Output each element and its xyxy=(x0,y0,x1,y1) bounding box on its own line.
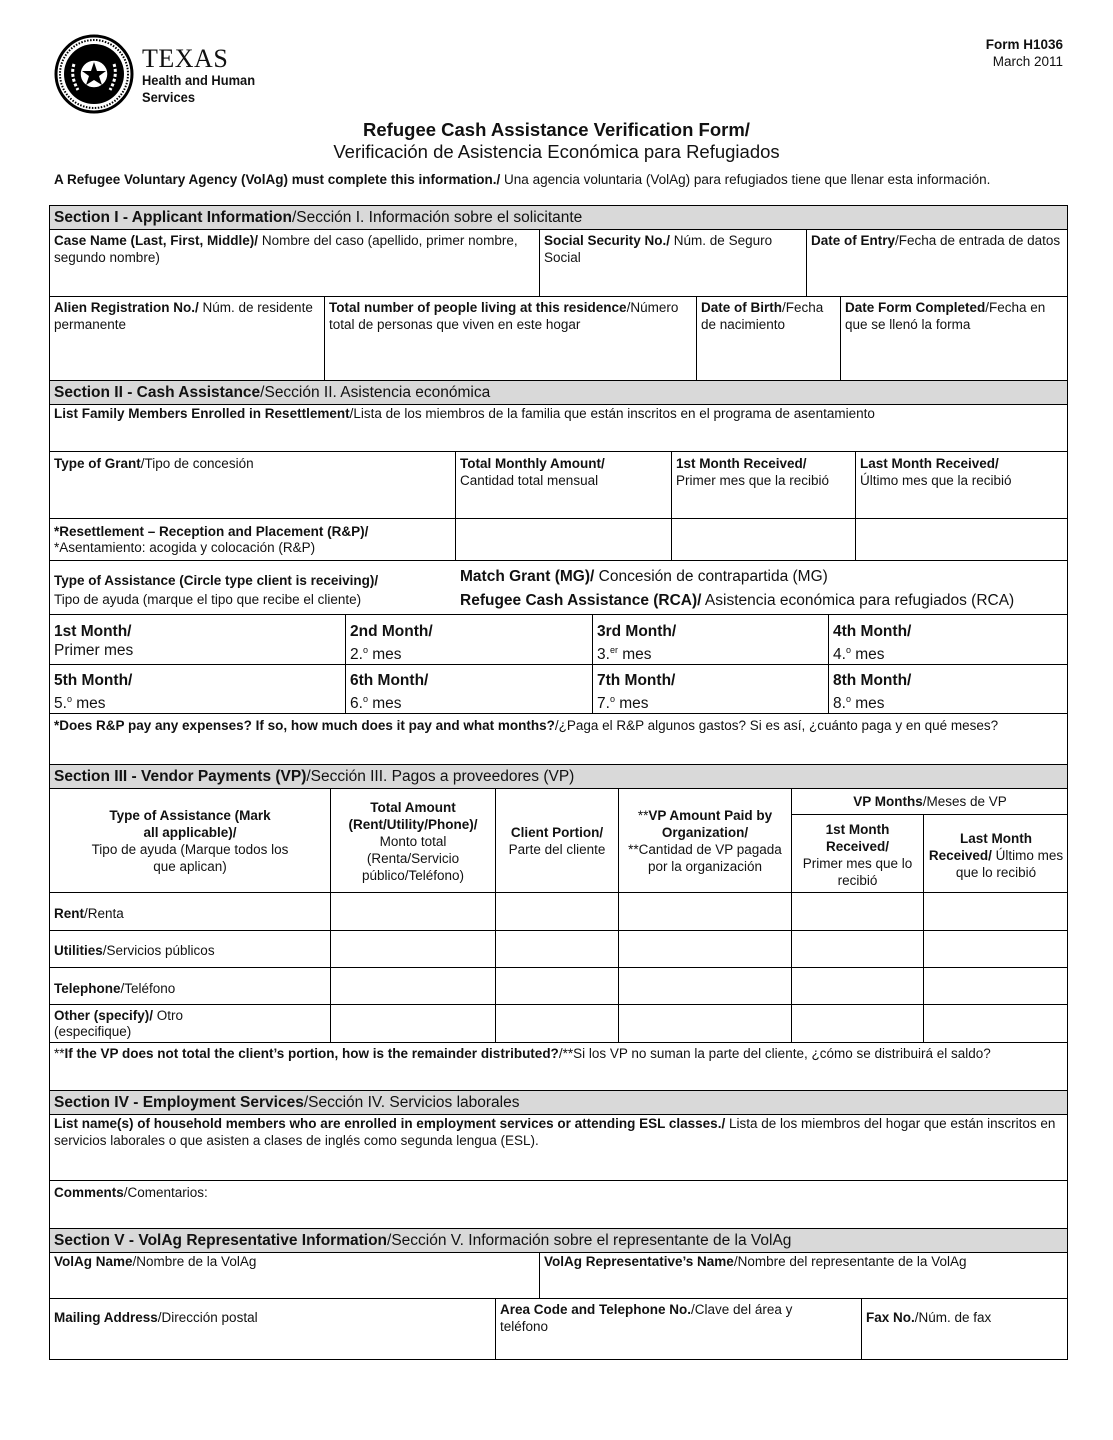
month-sup: o xyxy=(362,645,368,655)
section-1-header xyxy=(49,205,1068,230)
month-5-field[interactable] xyxy=(50,668,344,712)
last-month-received-header xyxy=(856,452,1066,517)
vp-row-telephone[interactable] xyxy=(50,977,328,1000)
month-7-field[interactable] xyxy=(593,668,827,712)
rca-option[interactable] xyxy=(456,588,1066,612)
label-rest: Lista de los miembros del hogar que están inscritos en servicios laborales o que asisten a clases de inglés como segunda lengua (ESL). xyxy=(54,1116,1056,1148)
month-3-field[interactable] xyxy=(593,619,827,663)
section-3-title-es: /Sección III. Pagos a proveedores (VP) xyxy=(306,768,575,785)
label-bold: Utilities xyxy=(54,943,103,958)
label-bold: Type of Assistance (Circle type client is receiving)/ xyxy=(54,573,379,588)
month-label-es: Primer mes xyxy=(54,642,134,659)
employment-services-field[interactable] xyxy=(50,1112,1066,1178)
label-rest: Núm. de residente permanente xyxy=(54,300,313,332)
label-rest: Primer mes que lo recibió xyxy=(802,856,913,888)
label-bold: Area Code and Telephone No. xyxy=(500,1302,692,1317)
label-rest: /Servicios públicos xyxy=(102,943,215,958)
label-bold: Social Security No./ xyxy=(544,233,671,248)
label-rest: /Número total de personas que viven en este hogar xyxy=(329,300,679,332)
form-title-en: Refugee Cash Assistance Verification Form/ xyxy=(363,119,750,140)
label-rest: Último mes que lo recibió xyxy=(955,848,1064,880)
label-bold: Type of Grant xyxy=(54,456,141,471)
month-num: 3. xyxy=(597,646,610,664)
label-bold: Match Grant (MG)/ xyxy=(460,568,595,585)
month-label: 6th Month/ xyxy=(350,672,429,689)
type-of-grant-header xyxy=(50,452,454,517)
telephone-field[interactable] xyxy=(496,1298,836,1358)
label-pre: ** xyxy=(54,1046,65,1061)
family-members-field[interactable] xyxy=(50,402,1066,450)
intro-rest: Una agencia voluntaria (VolAg) para refugiados tiene que llenar esta información. xyxy=(500,172,991,187)
vp-col-org-header xyxy=(619,804,791,878)
month-sup: o xyxy=(362,694,368,704)
month-sup: o xyxy=(845,645,851,655)
label-rest: /Dirección postal xyxy=(157,1310,258,1325)
month-num: 7. xyxy=(597,695,610,713)
label-rest: Nombre del caso (apellido, primer nombre, segundo nombre) xyxy=(54,233,518,265)
label-rest: /**Si los VP no suman la parte del cliente, ¿cómo se distribuirá el saldo? xyxy=(558,1046,991,1061)
vp-row-utilities[interactable] xyxy=(50,939,328,962)
label-bold: Last Month Received/ xyxy=(860,456,999,471)
label-rest: /Fecha de entrada de datos xyxy=(895,233,1061,248)
label-bold: Total Amount (Rent/Utility/Phone)/ xyxy=(348,800,478,832)
form-title-es: Verificación de Asistencia Económica para Refugiados xyxy=(333,141,780,162)
vp-first-month-header xyxy=(792,818,923,892)
vp-row-rent[interactable] xyxy=(50,902,328,925)
org-subtitle-2: Services xyxy=(142,89,196,105)
label-bold: Refugee Cash Assistance (RCA)/ xyxy=(460,592,702,609)
label-rest: Cantidad total mensual xyxy=(460,473,599,488)
volag-name-field[interactable] xyxy=(50,1250,538,1296)
month-num: 8. xyxy=(833,695,846,713)
label-rest: /Renta xyxy=(84,906,124,921)
month-label-es: mes xyxy=(850,695,885,713)
month-num: 6. xyxy=(350,695,363,713)
month-label: 5th Month/ xyxy=(54,672,133,689)
month-label: 7th Month/ xyxy=(597,672,676,689)
ssn-field[interactable] xyxy=(540,229,805,295)
month-label-es: mes xyxy=(617,646,652,664)
label-rest: Parte del cliente xyxy=(508,842,606,857)
month-num: 2. xyxy=(350,646,363,664)
label-rest: Primer mes que la recibió xyxy=(676,473,830,488)
label-rest: *Asentamiento: acogida y colocación (R&P) xyxy=(54,540,316,555)
label-bold: Date of Birth xyxy=(701,300,782,315)
label-rest: /Tipo de concesión xyxy=(140,456,254,471)
vp-col-client-header xyxy=(496,821,618,861)
section-3-header xyxy=(49,764,1068,789)
section-1-title-es: /Sección I. Información sobre el solicitante xyxy=(291,209,583,226)
label-rest: Otro (especifique) xyxy=(54,1008,184,1039)
vp-row-other[interactable] xyxy=(50,1005,250,1043)
label-rest: /Fecha de nacimiento xyxy=(701,300,824,332)
label-bold: VP Amount Paid by Organization/ xyxy=(648,808,773,840)
label-bold: Fax No. xyxy=(866,1310,915,1325)
match-grant-option[interactable] xyxy=(456,564,1066,588)
label-bold: Client Portion/ xyxy=(510,825,604,840)
month-num: 5. xyxy=(54,695,67,713)
month-label-es: mes xyxy=(367,646,402,664)
label-bold: Case Name (Last, First, Middle)/ xyxy=(54,233,259,248)
section-5-title: Section V - VolAg Representative Information xyxy=(54,1232,388,1249)
texas-hhs-logo xyxy=(54,34,274,120)
household-size-field[interactable] xyxy=(325,296,695,380)
month-label: 2nd Month/ xyxy=(350,623,433,640)
label-bold: Date Form Completed xyxy=(845,300,986,315)
label-rest: /Comentarios: xyxy=(123,1185,208,1200)
first-month-received-header xyxy=(672,452,854,517)
mailing-address-field[interactable] xyxy=(50,1306,494,1358)
month-4-field[interactable] xyxy=(829,619,1066,663)
label-bold: List Family Members Enrolled in Resettlement xyxy=(54,406,350,421)
rp-last-month-input[interactable] xyxy=(856,519,1066,559)
label-bold: Rent xyxy=(54,906,84,921)
label-bold: 1st Month Received/ xyxy=(825,822,890,854)
form-number: Form H1036 xyxy=(985,37,1063,52)
intro-instructions xyxy=(54,172,1064,188)
label-bold: List name(s) of household members who are enrolled in employment services or attending ESL classes./ xyxy=(54,1116,726,1131)
rp-grant-row-label xyxy=(50,521,454,559)
label-rest: Tipo de ayuda (Marque todos los que aplican) xyxy=(91,842,289,874)
date-of-entry-field[interactable] xyxy=(807,229,1067,295)
label-bold: VolAg Representative’s Name xyxy=(544,1254,734,1269)
label-rest: **Cantidad de VP pagada por la organización xyxy=(628,842,782,874)
form-date: March 2011 xyxy=(992,54,1063,69)
month-sup: o xyxy=(609,694,615,704)
rp-total-monthly-amount-input[interactable] xyxy=(456,519,670,559)
total-monthly-amount-header xyxy=(456,452,670,517)
month-label: 4th Month/ xyxy=(833,623,912,640)
form-identifier xyxy=(986,36,1063,70)
date-form-completed-field[interactable] xyxy=(841,296,1067,380)
month-sup: o xyxy=(66,694,72,704)
label-bold: Total Monthly Amount/ xyxy=(460,456,605,471)
label-rest: /Fecha en que se llenó la forma xyxy=(845,300,1046,332)
section-3-title: Section III - Vendor Payments (VP) xyxy=(54,768,307,785)
section-4-title-es: /Sección IV. Servicios laborales xyxy=(303,1094,520,1111)
label-rest: /Nombre de la VolAg xyxy=(132,1254,257,1269)
label-rest: /Núm. de fax xyxy=(914,1310,992,1325)
label-rest: Concesión de contrapartida (MG) xyxy=(594,568,828,585)
vp-col-type-header xyxy=(50,804,330,878)
vp-months-header xyxy=(792,790,1068,812)
label-rest: Último mes que la recibió xyxy=(860,473,1012,488)
section-4-title: Section IV - Employment Services xyxy=(54,1094,304,1111)
month-sup: er xyxy=(609,645,618,655)
comments-field[interactable] xyxy=(50,1181,1066,1227)
section-2-title: Section II - Cash Assistance xyxy=(54,384,261,401)
label-rest: /Meses de VP xyxy=(922,794,1007,809)
label-rest: /Nombre del representante de la VolAg xyxy=(733,1254,967,1269)
volag-representative-field[interactable] xyxy=(540,1250,1067,1296)
vp-last-month-header xyxy=(924,827,1068,884)
label-bold: Total number of people living at this residence xyxy=(329,300,627,315)
label-bold: *Resettlement – Reception and Placement (R&P)/ xyxy=(54,524,369,539)
label-rest: /Lista de los miembros de la familia que están inscritos en el programa de asentamiento xyxy=(349,406,875,421)
label-rest: Monto total (Renta/Servicio público/Teléfono) xyxy=(361,834,465,883)
month-1-field[interactable] xyxy=(50,619,344,663)
label-bold: Last Month Received/ xyxy=(928,831,1032,863)
label-bold: VolAg Name xyxy=(54,1254,133,1269)
label-rest: Núm. de Seguro Social xyxy=(544,233,773,265)
fax-field[interactable] xyxy=(862,1306,1067,1358)
label-bold: If the VP does not total the client’s portion, how is the remainder distributed? xyxy=(64,1046,559,1061)
label-pre: ** xyxy=(637,808,649,823)
texas-seal-icon xyxy=(54,34,134,114)
rp-expenses-field[interactable] xyxy=(50,714,1066,764)
month-6-field[interactable] xyxy=(346,668,591,712)
org-name: TEXAS xyxy=(142,44,229,73)
label-bold: Date of Entry xyxy=(811,233,896,248)
section-2-title-es: /Sección II. Asistencia económica xyxy=(260,384,491,401)
org-subtitle-1: Health and Human xyxy=(142,72,256,88)
month-label-es: mes xyxy=(71,695,106,713)
label-bold: 1st Month Received/ xyxy=(676,456,807,471)
label-bold: Other (specify)/ xyxy=(54,1008,154,1023)
label-bold: VP Months xyxy=(853,794,923,809)
vp-remainder-field[interactable] xyxy=(50,1042,1068,1090)
intro-bold: A Refugee Voluntary Agency (VolAg) must complete this information./ xyxy=(54,172,501,187)
month-sup: o xyxy=(845,694,851,704)
type-of-assistance-label xyxy=(50,568,450,612)
label-rest: Asistencia económica para refugiados (RCA) xyxy=(701,592,1015,609)
label-rest: /¿Paga el R&P algunos gastos? Si es así, ¿cuánto paga y en qué meses? xyxy=(554,718,999,733)
alien-registration-field[interactable] xyxy=(50,296,323,380)
section-5-title-es: /Sección V. Información sobre el representante de la VolAg xyxy=(387,1232,792,1249)
label-rest: /Teléfono xyxy=(120,981,176,996)
label-rest: Tipo de ayuda (marque el tipo que recibe el cliente) xyxy=(54,592,362,607)
month-label-es: mes xyxy=(614,695,649,713)
month-label-es: mes xyxy=(850,646,885,664)
label-bold: Alien Registration No./ xyxy=(54,300,199,315)
date-of-birth-field[interactable] xyxy=(697,296,839,380)
month-label: 3rd Month/ xyxy=(597,623,677,640)
label-bold: Type of Assistance (Mark all applicable)/ xyxy=(109,808,271,840)
label-bold: Mailing Address xyxy=(54,1310,158,1325)
rp-first-month-input[interactable] xyxy=(672,519,854,559)
month-8-field[interactable] xyxy=(829,668,1066,712)
label-rest: /Clave del área y teléfono xyxy=(500,1302,793,1334)
month-label: 1st Month/ xyxy=(54,623,132,640)
label-bold: *Does R&P pay any expenses? If so, how much does it pay and what months? xyxy=(54,718,555,733)
label-bold: Comments xyxy=(54,1185,124,1200)
form-title xyxy=(0,119,1113,163)
month-label-es: mes xyxy=(367,695,402,713)
month-label: 8th Month/ xyxy=(833,672,912,689)
month-2-field[interactable] xyxy=(346,619,591,663)
label-bold: Telephone xyxy=(54,981,121,996)
section-1-title: Section I - Applicant Information xyxy=(54,209,292,226)
case-name-field[interactable] xyxy=(50,229,538,295)
month-num: 4. xyxy=(833,646,846,664)
vp-col-total-header xyxy=(331,796,495,887)
